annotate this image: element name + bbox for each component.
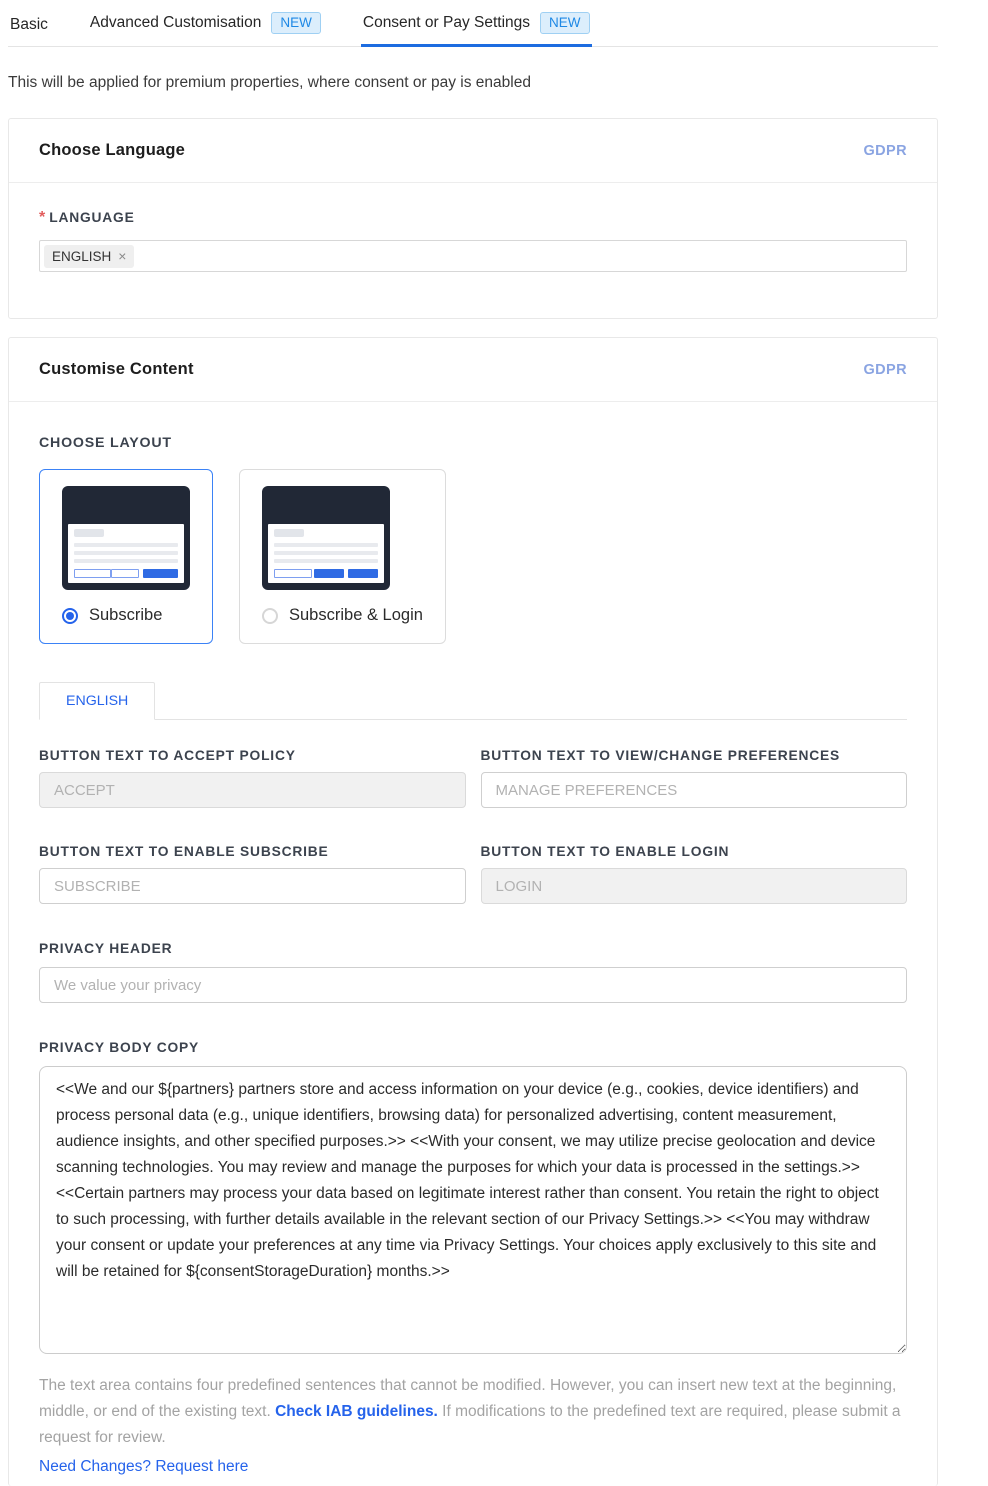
subscribe-layout-thumbnail	[62, 486, 190, 590]
enable-subscribe-label: BUTTON TEXT TO ENABLE SUBSCRIBE	[39, 844, 329, 860]
tab-english[interactable]: ENGLISH	[39, 682, 155, 720]
privacy-body-copy-textarea[interactable]	[39, 1066, 907, 1354]
privacy-body-copy-label: PRIVACY BODY COPY	[39, 1040, 200, 1056]
enable-login-field	[481, 844, 908, 904]
consent-settings-page	[8, 0, 938, 1486]
customise-content-body	[9, 402, 937, 1486]
content-language-tabs	[39, 682, 907, 720]
predefined-text-note: The text area contains four predefined sentences that cannot be modified. However, you can insert new text at the beginning, middle, or end of the existing text. Check IAB guidelines. If modifications to the predefined text are required, please submit a request for review.	[39, 1377, 901, 1447]
accept-policy-field	[39, 748, 466, 808]
language-tag-english	[44, 245, 134, 268]
tab-basic[interactable]	[8, 10, 50, 47]
need-changes-request-link[interactable]: Need Changes? Request here	[39, 1458, 249, 1476]
check-iab-guidelines-link[interactable]: Check IAB guidelines.	[275, 1403, 438, 1421]
subscribe-radio-label: Subscribe	[89, 606, 163, 625]
choose-language-card	[8, 118, 938, 319]
customise-content-header	[9, 338, 937, 402]
required-asterisk: *	[39, 209, 46, 227]
view-change-preferences-input[interactable]	[481, 772, 908, 808]
customise-content-title: Customise Content	[39, 360, 194, 379]
enable-subscribe-field	[39, 844, 466, 904]
choose-language-header	[9, 119, 937, 183]
privacy-header-label: PRIVACY HEADER	[39, 941, 173, 957]
language-label: LANGUAGE	[49, 210, 135, 226]
layout-options	[39, 469, 907, 644]
language-tag-label: ENGLISH	[52, 248, 112, 264]
privacy-header-field	[39, 940, 907, 1003]
new-badge: NEW	[271, 12, 321, 34]
choose-language-body	[9, 183, 937, 318]
customise-content-card	[8, 337, 938, 1486]
layout-option-subscribe[interactable]	[39, 469, 213, 644]
button-text-fields	[39, 748, 907, 904]
enable-subscribe-input[interactable]	[39, 868, 466, 904]
page-description: This will be applied for premium properties, where consent or pay is enabled	[8, 74, 531, 92]
privacy-header-input[interactable]	[39, 967, 907, 1003]
tab-advanced-label: Advanced Customisation	[89, 14, 262, 32]
view-change-preferences-label: BUTTON TEXT TO VIEW/CHANGE PREFERENCES	[480, 748, 841, 764]
accept-policy-input[interactable]	[39, 772, 466, 808]
tab-advanced-customisation[interactable]	[88, 6, 323, 47]
language-multiselect-input[interactable]	[39, 240, 907, 272]
gdpr-badge: GDPR	[863, 142, 907, 159]
choose-layout-label: CHOOSE LAYOUT	[39, 435, 172, 452]
subscribe-login-layout-thumbnail	[262, 486, 390, 590]
privacy-body-copy-field	[39, 1039, 907, 1359]
subscribe-login-radio[interactable]	[262, 608, 278, 624]
view-change-preferences-field	[481, 748, 908, 808]
settings-tab-bar	[8, 0, 938, 47]
tab-consent-label: Consent or Pay Settings	[362, 14, 531, 32]
subscribe-login-radio-label: Subscribe & Login	[289, 606, 423, 625]
layout-option-subscribe-login[interactable]	[239, 469, 446, 644]
remove-language-icon[interactable]: ×	[118, 248, 127, 265]
enable-login-input[interactable]	[481, 868, 908, 904]
tab-consent-or-pay-settings[interactable]	[361, 6, 592, 47]
new-badge: NEW	[540, 12, 590, 34]
tab-basic-label: Basic	[10, 16, 48, 34]
gdpr-badge: GDPR	[863, 361, 907, 378]
enable-login-label: BUTTON TEXT TO ENABLE LOGIN	[480, 844, 730, 860]
accept-policy-label: BUTTON TEXT TO ACCEPT POLICY	[39, 748, 296, 764]
subscribe-radio[interactable]	[62, 608, 78, 624]
choose-language-title: Choose Language	[39, 141, 186, 160]
